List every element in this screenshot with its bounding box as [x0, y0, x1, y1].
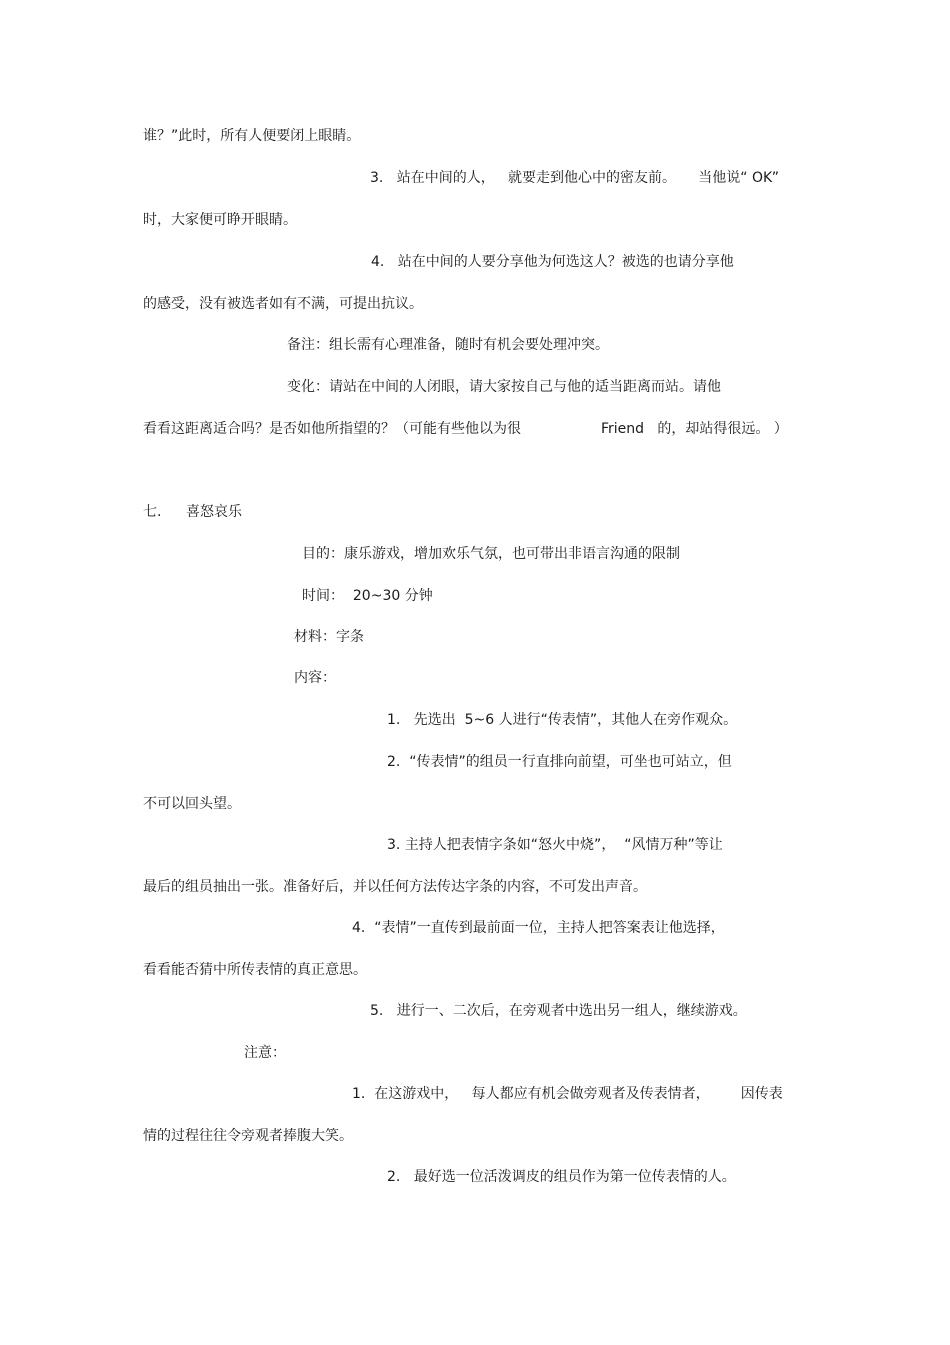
text-line: 2. “传表情”的组员一行直排向前望，可坐也可站立，但	[387, 754, 732, 770]
text-line: 不可以回头望。	[143, 796, 241, 812]
text-line: 5. 进行一、二次后，在旁观者中选出另一组人，继续游戏。	[370, 1003, 747, 1019]
text-line: 3. 主持人把表情字条如“怒火中烧”， “风情万种”等让	[387, 837, 723, 853]
text-line: 时间： 20~30 分钟	[302, 588, 433, 604]
text-line: 时，大家便可睁开眼睛。	[143, 212, 297, 228]
text-line: 备注：组长需有心理准备，随时有机会要处理冲突。	[287, 337, 609, 353]
section-title: 喜怒哀乐	[186, 504, 242, 520]
text-line: Friend 的，却站得很远。 ）	[601, 421, 788, 437]
text-line: 谁？”此时，所有人便要闭上眼睛。	[143, 128, 361, 144]
text-line: 看看这距离适合吗？是否如他所指望的？（可能有些他以为很	[143, 421, 521, 437]
text-line: 看看能否猜中所传表情的真正意思。	[143, 962, 367, 978]
text-line: 3. 站在中间的人， 就要走到他心中的密友前。 当他说“ OK”	[370, 170, 780, 186]
text-line: 情的过程往往令旁观者捧腹大笑。	[143, 1128, 353, 1144]
text-line: 1. 先选出 5~6 人进行“传表情”，其他人在旁作观众。	[387, 712, 738, 728]
text-line: 目的：康乐游戏，增加欢乐气氛，也可带出非语言沟通的限制	[302, 546, 680, 562]
section-number: 七.	[143, 504, 162, 520]
text-line: 最后的组员抽出一张。准备好后，并以任何方法传达字条的内容，不可发出声音。	[143, 879, 647, 895]
text-line: 4. 站在中间的人要分享他为何选这人？被选的也请分享他	[371, 254, 734, 270]
text-line: 变化：请站在中间的人闭眼，请大家按自己与他的适当距离而站。请他	[287, 379, 721, 395]
text-line: 2. 最好选一位活泼调皮的组员作为第一位传表情的人。	[387, 1169, 736, 1185]
text-line: 4. “表情”一直传到最前面一位，主持人把答案表让他选择，	[352, 920, 725, 936]
text-line: 的感受，没有被选者如有不满，可提出抗议。	[143, 296, 423, 312]
text-line: 内容：	[294, 670, 336, 686]
text-line: 注意：	[244, 1045, 286, 1061]
text-line: 材料：字条	[294, 629, 364, 645]
text-line: 1. 在这游戏中， 每人都应有机会做旁观者及传表情者， 因传表	[352, 1086, 783, 1102]
